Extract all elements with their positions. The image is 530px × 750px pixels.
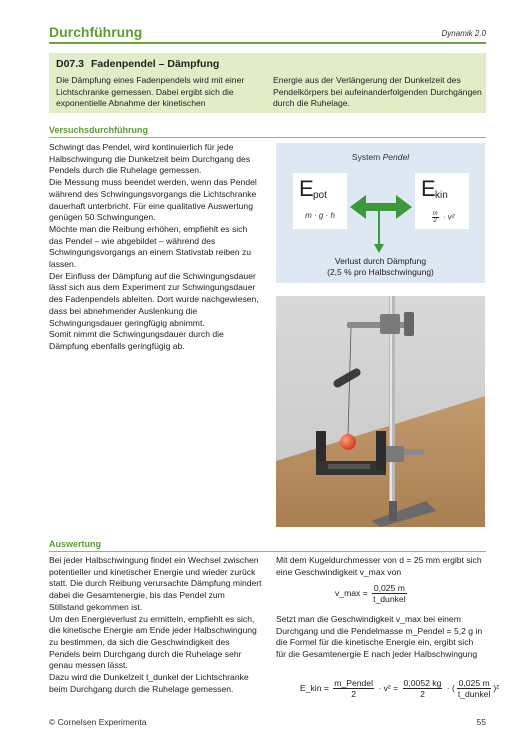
energy-diagram bbox=[276, 143, 485, 283]
energy-fraction-3 bbox=[457, 678, 492, 699]
energy-formula-lhs: E_kin = bbox=[300, 682, 329, 693]
system-name: Pendel bbox=[382, 152, 410, 162]
velocity-formula-lhs: v_max = bbox=[335, 587, 368, 598]
kin-formula-den: 2 bbox=[433, 218, 437, 224]
energy-formula: E_kin = $\frac{\text{m\_Pendel}}{2}$ · v² = $\frac{0,0052 kg}{2}$ · ( $\frac{0,025 m}{\text{t\_dunkel}}$ )² bbox=[300, 678, 500, 699]
loss-line-2: (2,5 % pro Halbschwingung) bbox=[327, 267, 434, 277]
energy-fraction-1 bbox=[333, 678, 374, 699]
kin-formula-num: m bbox=[432, 211, 438, 217]
procedure-text bbox=[49, 142, 262, 353]
pot-subscript: pot bbox=[313, 190, 327, 201]
page-title: Durchführung bbox=[49, 24, 143, 40]
loss-line-1: Verlust durch Dämpfung bbox=[334, 256, 427, 266]
evaluation-text-left bbox=[49, 555, 262, 695]
energy-fraction-1-num: m_Pendel bbox=[334, 678, 373, 688]
energy-fraction-1-den: 2 bbox=[351, 689, 357, 699]
experiment-title bbox=[56, 58, 219, 70]
light-barrier-right bbox=[376, 431, 386, 471]
page-number: 55 bbox=[476, 717, 486, 727]
procedure-paragraph: Die Messung muss beendet werden, wenn das Pendel während des Schwingungsvorgangs die Lichtschranke dauerhaft unterbricht. Für eine qualitative Auswertung genügen 50 Schwingungen. bbox=[49, 177, 257, 223]
clamp-top bbox=[380, 314, 400, 334]
pendulum-photo-illustration bbox=[276, 296, 485, 527]
energy-fraction-2-den: 2 bbox=[420, 689, 425, 699]
evaluation-text-right-1: Mit dem Kugeldurchmesser von d = 25 mm ergibt sich eine Geschwindigkeit v_max von bbox=[276, 555, 482, 577]
velocity-fraction-num: 0,025 m bbox=[373, 583, 405, 593]
velocity-fraction-den: t_dunkel bbox=[373, 594, 406, 604]
experiment-photo bbox=[276, 296, 485, 527]
pot-symbol: E bbox=[299, 176, 314, 201]
experiment-intro-right: Energie aus der Verlängerung der Dunkelzeit des Pendelkörpers bei aufeinanderfolgenden Durchgängen durch die Ruhelage. bbox=[273, 75, 482, 108]
procedure-paragraph: Schwingt das Pendel, wird kontinuierlich für jede Halbschwingung die Dunkelzeit beim Durchgang des Pendels durch die Ruhelage gemessen. bbox=[49, 142, 251, 176]
procedure-rule bbox=[49, 137, 486, 138]
energy-formula-mid2: · bbox=[446, 682, 450, 693]
experiment-box bbox=[49, 53, 486, 113]
pot-formula: m · g · h bbox=[305, 211, 335, 220]
evaluation-paragraph: Bei jeder Halbschwingung findet ein Wechsel zwischen potentieller und kinetischer Energie und wieder zurück statt. Die durch Reibung verursachte Dämpfung mindert dabei die Gesamtenergie, bis das Pendel zum Stillstand gekommen ist. bbox=[49, 555, 262, 612]
kin-formula-rest: · v² bbox=[442, 212, 455, 222]
energy-fraction-2 bbox=[403, 678, 443, 699]
pendulum-ball bbox=[340, 434, 356, 450]
experiment-name: Fadenpendel – Dämpfung bbox=[90, 58, 220, 70]
header-subject: Dynamik 2.0 bbox=[441, 29, 486, 38]
kin-subscript: kin bbox=[435, 190, 448, 201]
system-prefix: System bbox=[351, 152, 381, 162]
double-arrow-icon bbox=[350, 195, 412, 253]
energy-fraction-3-num: 0,025 m bbox=[458, 678, 490, 688]
title-rule bbox=[49, 42, 486, 44]
energy-fraction-3-den: t_dunkel bbox=[457, 689, 491, 699]
evaluation-heading: Auswertung bbox=[49, 539, 102, 549]
procedure-paragraph: Somit nimmt die Schwingungsdauer durch die Dämpfung ebenfalls geringfügig ab. bbox=[49, 329, 224, 351]
footer-publisher: © Cornelsen Experimenta bbox=[49, 717, 147, 727]
procedure-paragraph: Der Einfluss der Dämpfung auf die Schwingungsdauer lässt sich aus dem Experiment zur Schwingungsdauer des Fadenpendels ableiten. Dort wurde nachgewiesen, dass bei abnehmender Auslenkung die Schwingungsdauer geringfügig abnimmt. bbox=[49, 270, 259, 328]
procedure-paragraph: Möchte man die Reibung erhöhen, empfiehlt es sich das Pendel – wie abgebildet – während des Schwingungsvorgangs an einem Stativstab reiben zu lassen. bbox=[49, 223, 252, 270]
velocity-fraction bbox=[372, 583, 407, 604]
velocity-formula bbox=[335, 583, 409, 604]
procedure-heading: Versuchsdurchführung bbox=[49, 125, 149, 135]
evaluation-text-right-2: Setzt man die Geschwindigkeit v_max bei einem Durchgang und die Pendelmasse m_Pendel = 5,2 g in die Formel für die kinetische Energie ein, ergibt sich für die Gesamtenergie E nach jeder Halbschwingung bbox=[276, 614, 483, 660]
loss-label bbox=[276, 256, 485, 278]
energy-formula-mid: · v² = bbox=[378, 682, 399, 693]
evaluation-paragraph: Dazu wird die Dunkelzeit t_dunkel der Lichtschranke beim Durchgang durch die Ruhelage gemessen. bbox=[49, 672, 249, 694]
energy-fraction-2-num: 0,0052 kg bbox=[403, 678, 442, 688]
experiment-code: D07.3 bbox=[56, 58, 85, 70]
kin-symbol: E bbox=[421, 176, 436, 201]
experiment-intro-left: Die Dämpfung eines Fadenpendels wird mit einer Lichtschranke gemessen. Dabei ergibt sich die exponentielle Abnahme der kinetischen bbox=[56, 75, 245, 108]
evaluation-paragraph: Um den Energieverlust zu ermitteln, empfiehlt es sich, die kinetische Energie am Ende jeder Halbschwingung zu bestimmen, da sich die Geschwindigkeit des Pendels beim Durchgang durch die Ruhelage sehr genau messen lässt. bbox=[49, 613, 257, 671]
evaluation-rule bbox=[49, 551, 486, 552]
